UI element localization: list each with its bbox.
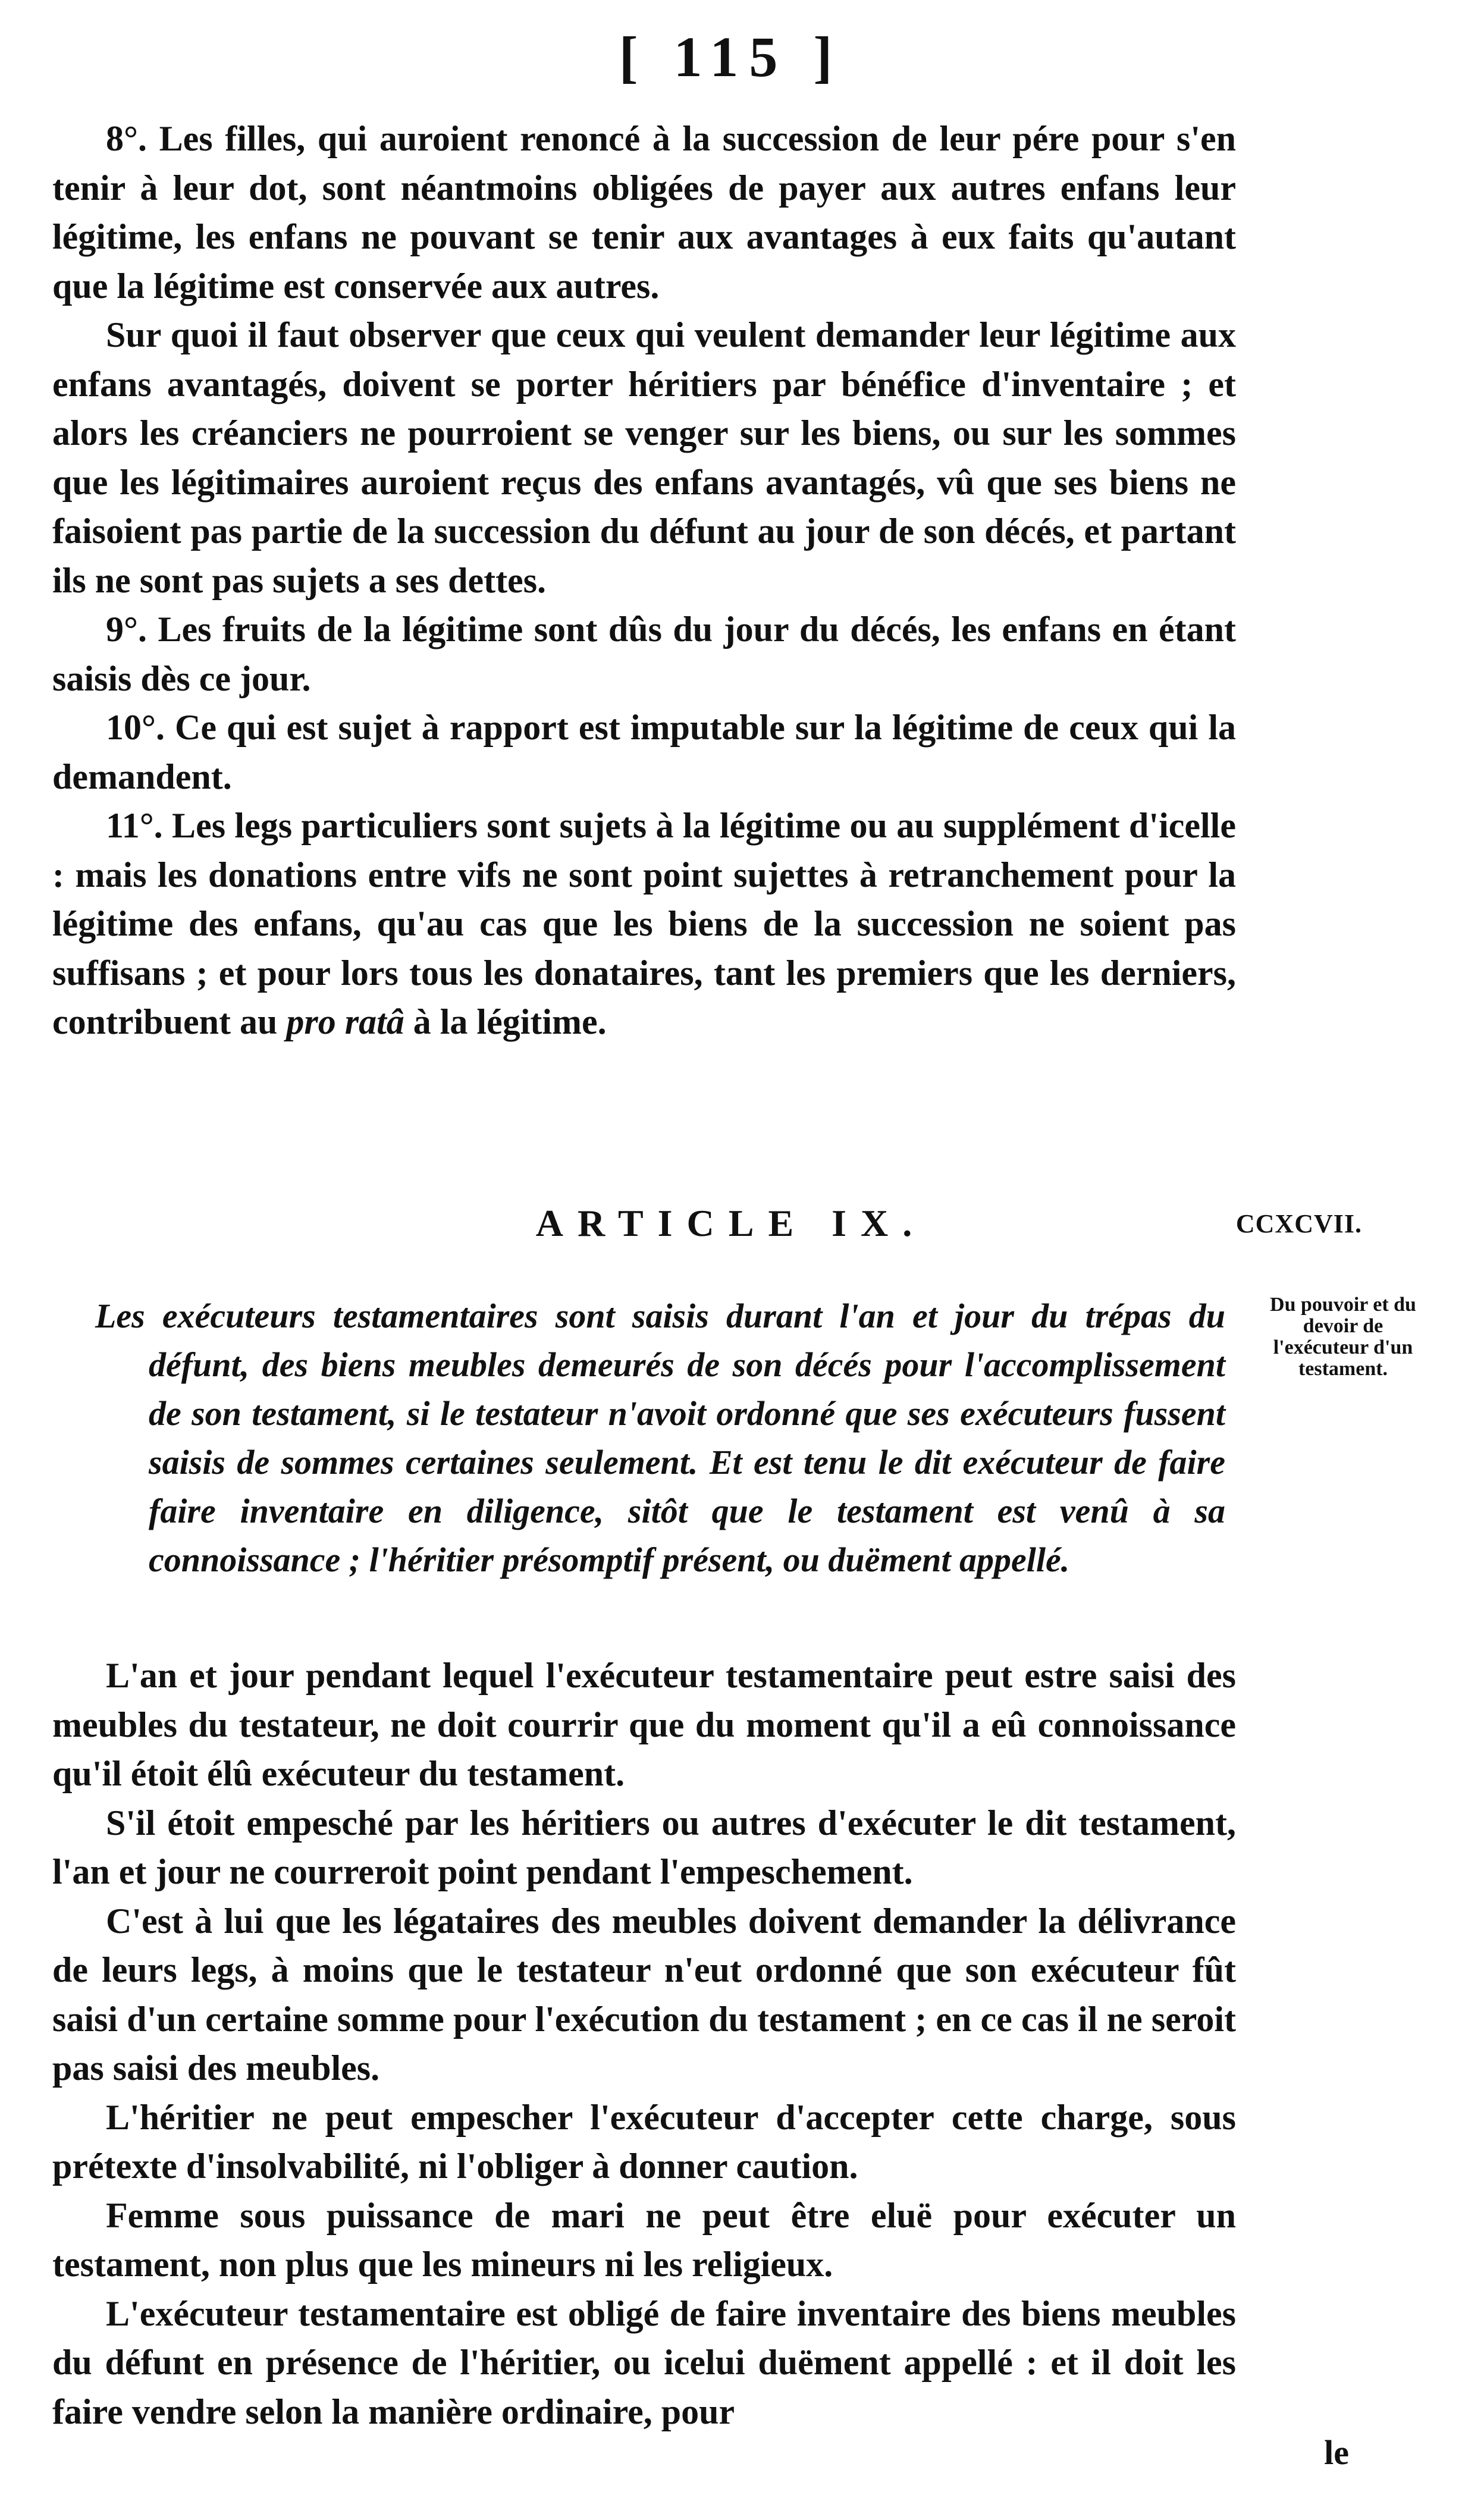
article-heading: ARTICLE IX. — [535, 1202, 927, 1244]
paragraph-8: 8°. Les filles, qui auroient renoncé à la succession de leur pére pour s'en tenir à leur dot, sont néantmoins obligées de payer aux autres enfans leur légitime, les enfans ne pouvant se tenir aux avantages à eux faits qu'autant que la légitime est conservée aux autres. — [52, 119, 1236, 306]
paragraph-11 — [52, 801, 1236, 1047]
paragraph-observation: Sur quoi il faut observer que ceux qui veulent demander leur légitime aux enfans avantagés, doivent se porter héritiers par bénéfice d'inventaire ; et alors les créanciers ne pourroient se venger sur les biens, ou sur les sommes que les légitimaires auroient reçus des enfans avantagés, vû que ses biens ne faisoient pas partie de la succession du défunt au jour de son décés, et partant ils ne sont pas sujets a ses dettes. — [52, 315, 1236, 600]
paragraph-11-end: à la légitime. — [404, 1002, 607, 1041]
commentary-paragraph-3: C'est à lui que les légataires des meubles doivent demander la délivrance de leurs legs, à moins que le testateur n'eut ordonné que son exécuteur fût saisi d'un certaine somme pour l'exécution du testament ; en ce cas il ne seroit pas saisi des meubles. — [52, 1901, 1236, 2088]
upper-text-block — [52, 114, 1236, 1047]
commentary-paragraph-5: Femme sous puissance de mari ne peut être eluë pour exécuter un testament, non plus que les mineurs ni les religieux. — [52, 2195, 1236, 2284]
paragraph-9: 9°. Les fruits de la légitime sont dûs du jour du décés, les enfans en étant saisis dès ce jour. — [52, 610, 1236, 698]
pro-rata-term: pro ratâ — [286, 1002, 404, 1041]
article-text — [95, 1292, 1225, 1584]
paragraph-10: 10°. Ce qui est sujet à rapport est imputable sur la légitime de ceux qui la demandent. — [52, 708, 1236, 796]
commentary-paragraph-4: L'héritier ne peut empescher l'exécuteur d'accepter cette charge, sous prétexte d'insolvabilité, ni l'obliger à donner caution. — [52, 2097, 1236, 2186]
article-body: Les exécuteurs testamentaires sont saisis durant l'an et jour du trépas du défunt, des biens meubles demeurés de son décés pour l'accomplissement de son testament, si le testateur n'avoit ordonné que ses exécuteurs fussent saisis de sommes certaines seulement. Et est tenu le dit exécuteur de faire faire inventaire en diligence, sitôt que le testament est venû à sa connoissance ; l'héritier présomptif présent, ou duëment appellé. — [95, 1297, 1225, 1579]
lower-text-block — [52, 1651, 1236, 2436]
commentary-paragraph-1: L'an et jour pendant lequel l'exécuteur testamentaire peut estre saisi des meubles du testateur, ne doit courrir que du moment qu'il a eû connoissance qu'il étoit élû exécuteur du testament. — [52, 1656, 1236, 1793]
article-number: CCXCVII. — [1235, 1209, 1362, 1238]
catchword: le — [1324, 2433, 1349, 2472]
commentary-paragraph-2: S'il étoit empesché par les héritiers ou autres d'exécuter le dit testament, l'an et jour ne courreroit point pendant l'empeschement. — [52, 1803, 1236, 1891]
commentary-paragraph-6: L'exécuteur testamentaire est obligé de faire inventaire des biens meubles du défunt en présence de l'héritier, ou icelui duëment appellé : et il doit les faire vendre selon la manière ordinaire, pour — [52, 2293, 1236, 2431]
paragraph-11-start: 11°. Les legs particuliers sont sujets à la légitime ou au supplément d'icelle : mais les donations entre vifs ne sont point sujettes à retranchement pour la légitime des enfans, qu'au cas que les biens de la succession ne soient pas suffisans ; et pour lors tous les donataires, tant les premiers que les derniers, contribuent au — [52, 806, 1236, 1041]
margin-note: Du pouvoir et du devoir de l'exécuteur d'un testament. — [1270, 1294, 1416, 1380]
page-number: [ 115 ] — [619, 25, 843, 89]
